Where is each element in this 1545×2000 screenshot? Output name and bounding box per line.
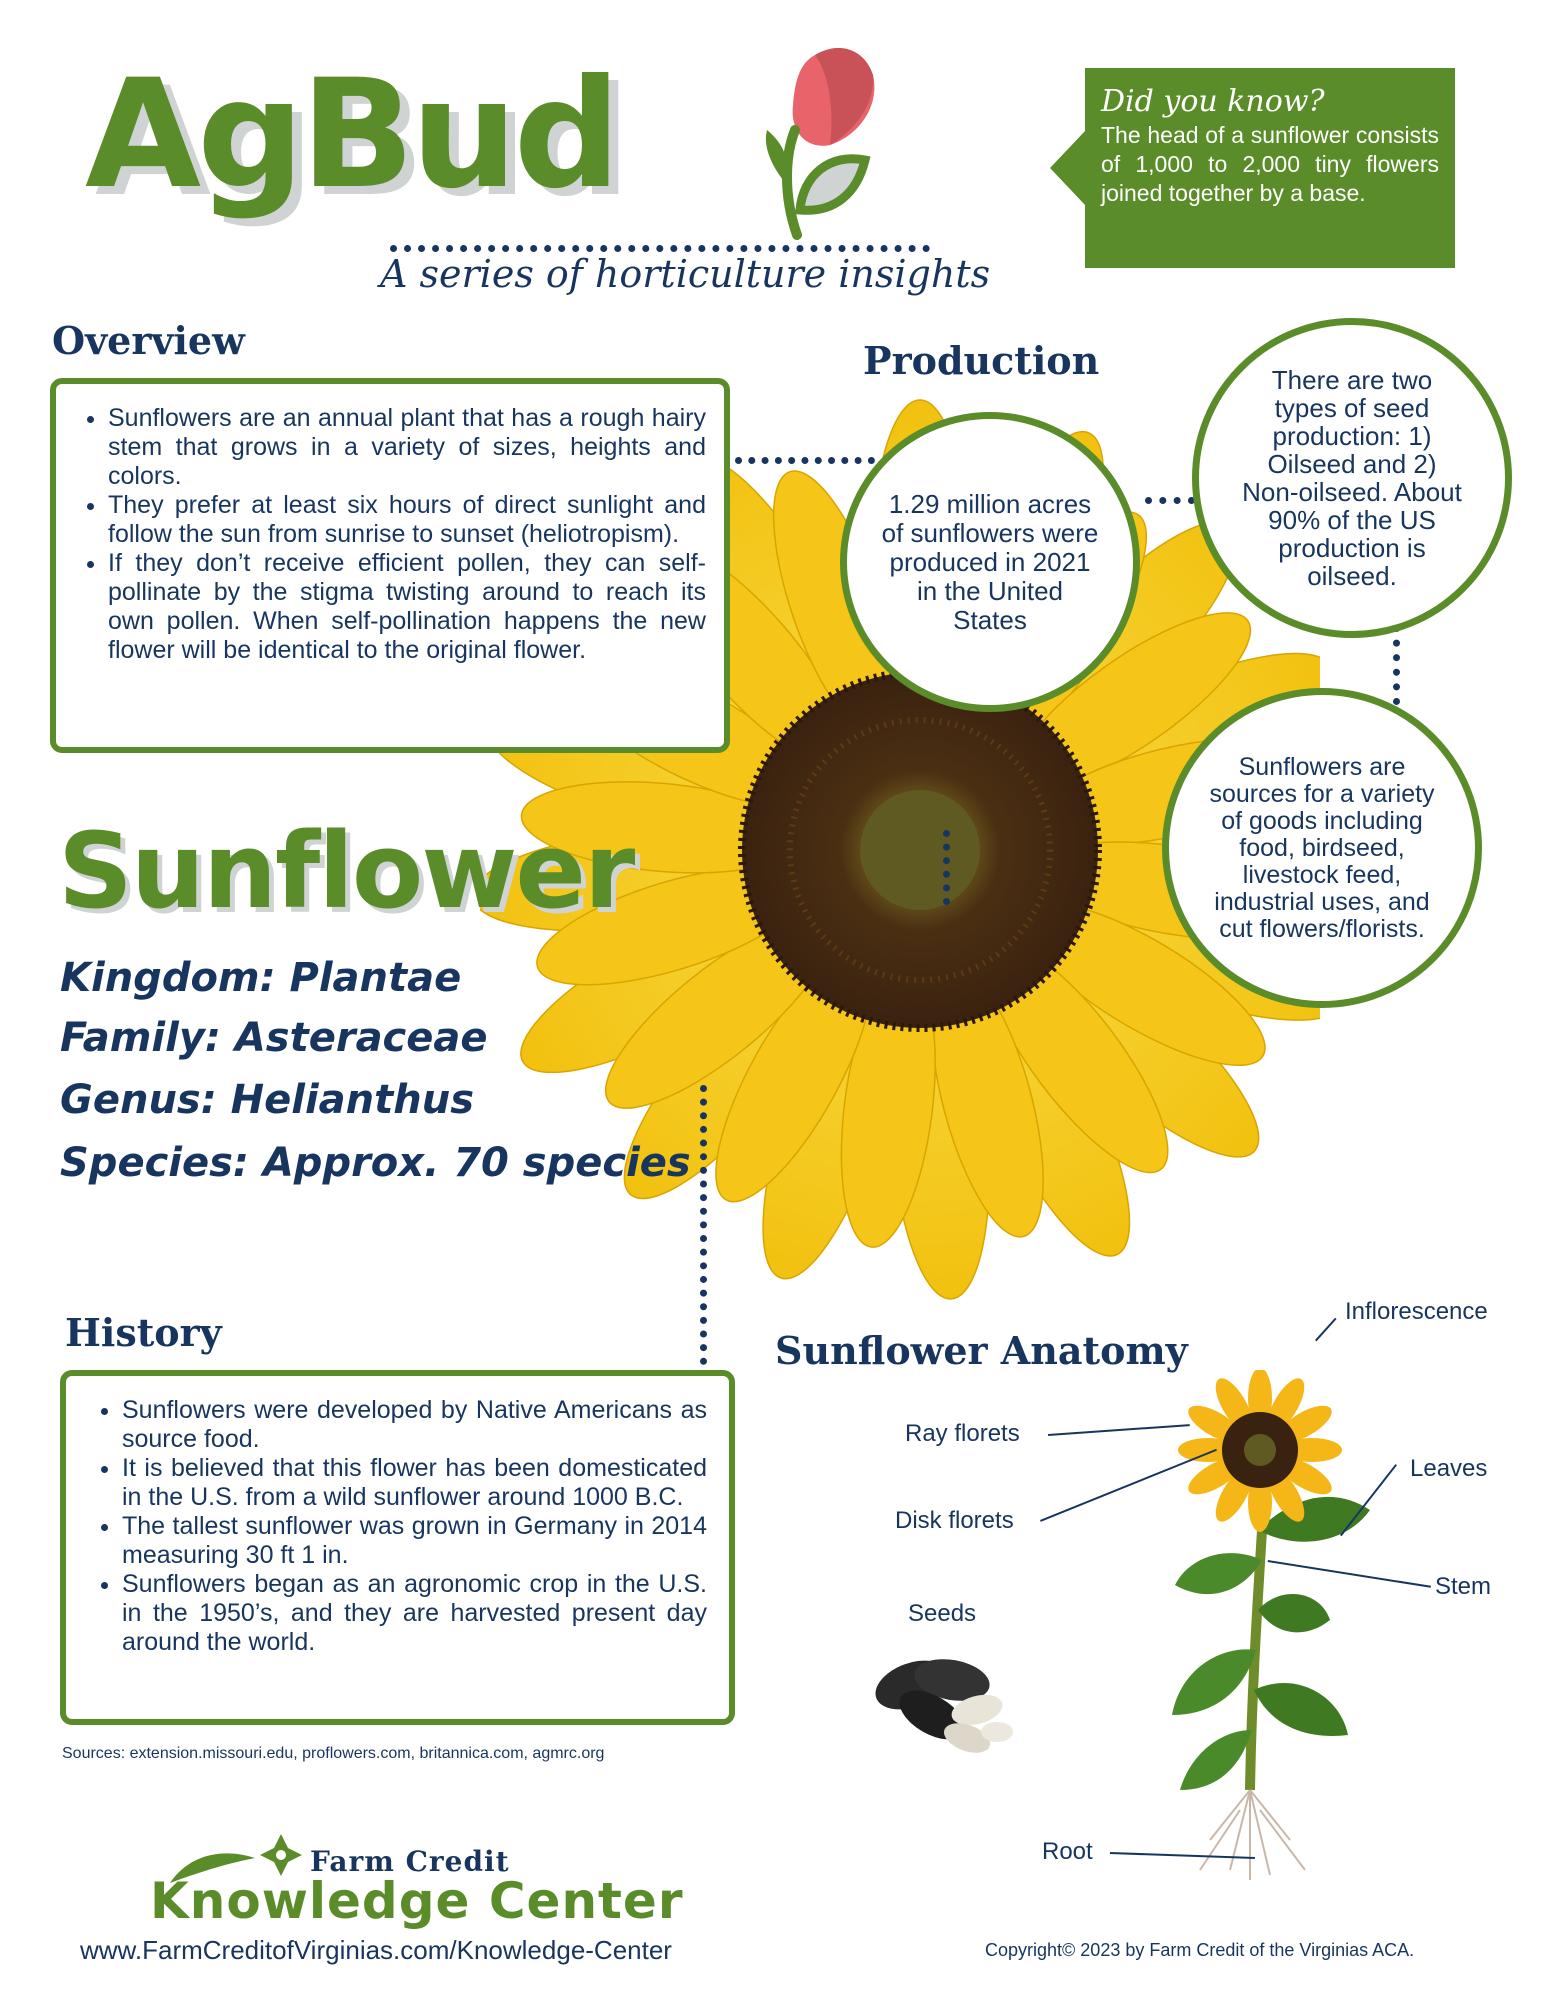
sunflower-plant-image — [1080, 1370, 1400, 1890]
history-item-4: • Sunflowers began as an agronomic crop in the U.S. in the 1950’s, and they are harvested present day around the world. — [122, 1570, 707, 1657]
label-seeds: Seeds — [908, 1600, 977, 1627]
label-disk-florets: Disk florets — [895, 1507, 1014, 1534]
taxonomy-family: Family: Asteraceae — [60, 1015, 488, 1061]
did-you-know-text: The head of a sunflower consists of 1,000 to 2,000 tiny flowers joined together by a base. — [1101, 122, 1439, 206]
production-acres-circle — [840, 412, 1140, 712]
production-goods-circle — [1162, 688, 1482, 1008]
connector-types-goods — [1393, 625, 1400, 705]
production-goods-text: Sunflowers are sources for a variety of goods including food, birdseed, livestock feed, industrial uses, and cut flowers/florists. — [1209, 752, 1435, 943]
production-heading: Production — [863, 338, 1100, 383]
anatomy-heading: Sunflower Anatomy — [775, 1328, 1188, 1373]
farm-credit-url-link[interactable]: www.FarmCreditofVirginias.com/Knowledge-Center — [80, 1935, 672, 1965]
overview-list — [74, 404, 706, 665]
sunflower-title: Sunflower — [58, 810, 634, 932]
history-item-1: • Sunflowers were developed by Native Americans as source food. — [122, 1396, 707, 1454]
connector-production-center — [943, 830, 950, 905]
label-inflorescence: Inflorescence — [1345, 1298, 1488, 1325]
production-types-text: There are two types of seed production: 1) Oilseed and 2) Non-oilseed. About 90% of the US production is oilseed. — [1242, 365, 1462, 591]
production-acres-text: 1.29 million acres of sunflowers were produced in 2021 in the United States — [881, 488, 1099, 635]
logo-dotted-line — [390, 245, 930, 252]
label-stem: Stem — [1435, 1573, 1492, 1600]
did-you-know-pointer — [1050, 130, 1086, 206]
taxonomy-species: Species: Approx. 70 species — [60, 1140, 691, 1186]
taxonomy-genus: Genus: Helianthus — [60, 1077, 475, 1123]
label-ray-florets: Ray florets — [905, 1420, 1020, 1447]
history-list — [88, 1396, 707, 1657]
history-box — [60, 1370, 735, 1725]
history-item-3: • The tallest sunflower was grown in Germany in 2014 measuring 30 ft 1 in. — [122, 1512, 707, 1570]
copyright-text: Copyright© 2023 by Farm Credit of the Virginias ACA. — [985, 1940, 1415, 1960]
knowledge-center-brand: Knowledge Center — [150, 1872, 684, 1930]
logo-tagline: A series of horticulture insights — [380, 252, 991, 296]
overview-item-1: • Sunflowers are an annual plant that has a rough hairy stem that grows in a variety of sizes, heights and colors. — [108, 404, 706, 491]
connector-production-types — [1145, 497, 1195, 504]
label-leaves: Leaves — [1410, 1455, 1488, 1482]
bud-leaf-logo-icon — [745, 35, 895, 250]
taxonomy-kingdom: Kingdom: Plantae — [60, 955, 462, 1001]
logo-title: AgBud — [85, 48, 617, 222]
connector-overview-production — [735, 457, 875, 464]
history-item-2: • It is believed that this flower has been domesticated in the U.S. from a wild sunflower around 1000 B.C. — [122, 1454, 707, 1512]
label-root: Root — [1042, 1838, 1093, 1865]
did-you-know-box — [1085, 68, 1455, 268]
overview-box — [50, 378, 730, 753]
history-heading: History — [65, 1310, 222, 1355]
overview-item-3: • If they don’t receive efficient pollen, they can self-pollinate by the stigma twisting around to reach its own pollen. When self-pollination happens the new flower will be identical to the original flower. — [108, 549, 706, 665]
farm-credit-brand: Farm Credit — [310, 1845, 510, 1878]
overview-heading: Overview — [52, 318, 245, 363]
did-you-know-title: Did you know? — [1101, 84, 1325, 119]
seeds-image — [872, 1640, 1017, 1760]
connector-species-history — [700, 1085, 707, 1365]
production-types-circle — [1192, 318, 1512, 638]
overview-item-2: • They prefer at least six hours of direct sunlight and follow the sun from sunrise to sunset (heliotropism). — [108, 491, 706, 549]
sources-text: Sources: extension.missouri.edu, proflowers.com, britannica.com, agmrc.org — [62, 1745, 605, 1762]
